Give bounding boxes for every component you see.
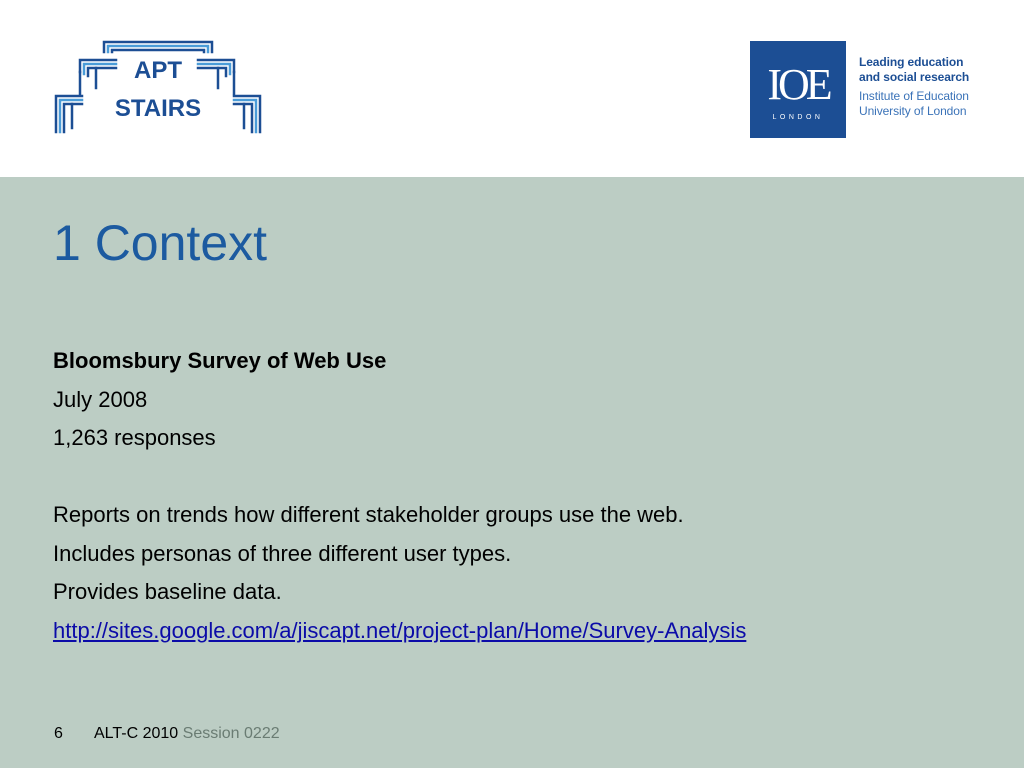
- ioe-tagline-light-2: University of London: [859, 103, 967, 118]
- footer-session: Session 0222: [182, 725, 280, 742]
- ioe-tagline-light-1: Institute of Education: [859, 89, 969, 103]
- slide-title: 1 Context: [53, 215, 268, 271]
- ioe-monogram-subtext: LONDON: [772, 114, 824, 121]
- page-number: 6: [54, 725, 63, 742]
- slide-footer: [54, 724, 280, 744]
- apt-logo-line1: APT: [134, 57, 182, 84]
- footer-event: ALT-C 2010: [94, 725, 179, 742]
- point-baseline: Provides baseline data.: [53, 579, 282, 604]
- apt-logo-line2: STAIRS: [114, 95, 202, 122]
- survey-analysis-link[interactable]: http://sites.google.com/a/jiscapt.net/project-plan/Home/Survey-Analysis: [53, 617, 747, 643]
- point-trends: Reports on trends how different stakeholder groups use the web.: [53, 502, 684, 527]
- slide-header: [0, 0, 1024, 177]
- survey-date: July 2008: [53, 386, 148, 412]
- ioe-tagline: [859, 55, 989, 118]
- link-line: [53, 612, 993, 651]
- slide-body: [53, 342, 993, 650]
- ioe-monogram-box: [750, 41, 846, 138]
- point-personas: Includes personas of three different user types.: [53, 540, 512, 566]
- ioe-tagline-bold-1: Leading education: [859, 55, 964, 69]
- apt-stairs-logo: [52, 38, 264, 134]
- ioe-tagline-bold-2: and social research: [859, 69, 970, 84]
- survey-responses: 1,263 responses: [53, 425, 216, 450]
- ioe-monogram-graphic: [750, 41, 846, 138]
- ioe-logo: [750, 41, 990, 139]
- apt-stairs-logo-graphic: [52, 38, 264, 134]
- ioe-monogram: IOE: [767, 60, 829, 109]
- blank-line: [53, 458, 993, 497]
- survey-title: Bloomsbury Survey of Web Use: [53, 348, 387, 373]
